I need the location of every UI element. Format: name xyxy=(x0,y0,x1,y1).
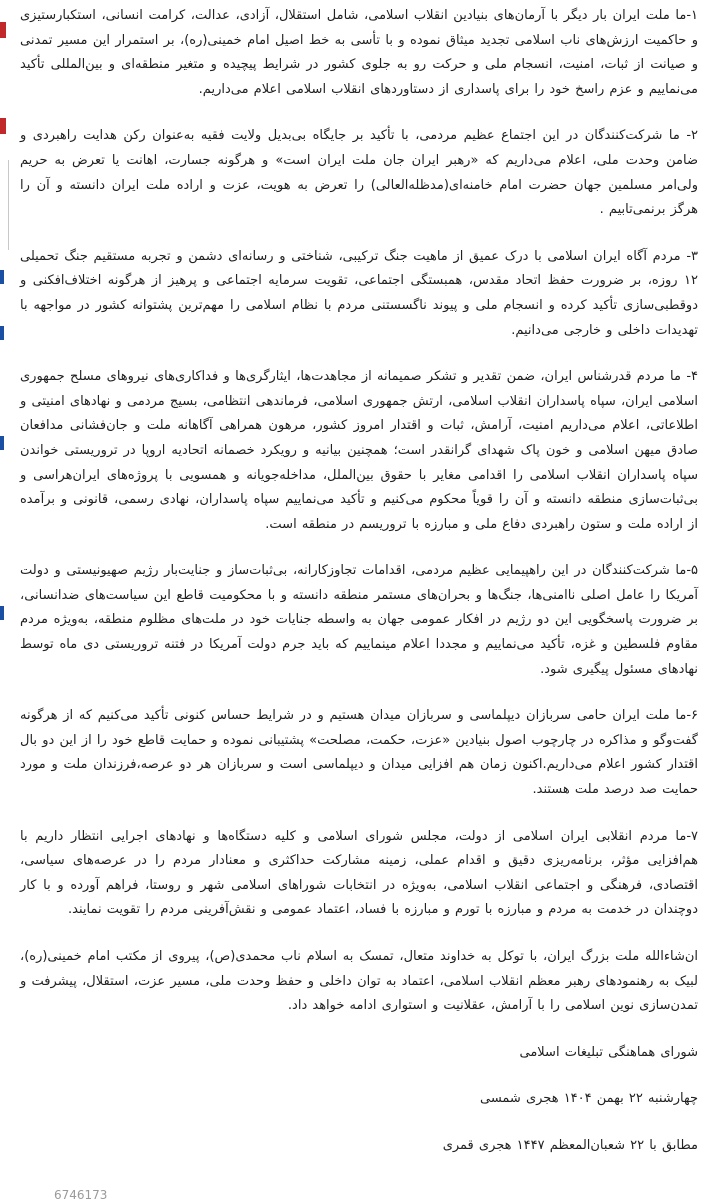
statement-paragraph-6: ۶-ما ملت ایران حامی سربازان دیپلماسی و سربازان میدان هستیم و در شرایط حساس کنونی تأکید می‌کنیم که از هرگونه گفت‌وگو و مذاکره در چارچوب اصول بنیادین «عزت، حکمت، مصلحت» پشتیبانی نموده و حمایت قاطع خود را از این دو بال اقتدار کشور اعلام می‌داریم.اکنون زمان هم افزایی میدان و دیپلماسی است و سربازان هر دو عرصه،فرزندان ملت و مورد حمایت صد درصد ملت هستند. xyxy=(20,708,698,798)
signature-hijri-date: مطابق با ۲۲ شعبان‌المعظم ۱۴۴۷ هجری قمری xyxy=(442,1137,698,1153)
left-edge-divider xyxy=(8,160,9,250)
left-edge-blue-marker xyxy=(0,606,4,620)
left-edge-blue-marker xyxy=(0,326,4,340)
left-page-edge xyxy=(0,0,12,1200)
left-edge-red-marker xyxy=(0,118,6,134)
left-edge-blue-marker xyxy=(0,270,4,284)
left-edge-blue-marker xyxy=(0,436,4,450)
statement-paragraph-4: ۴- ما مردم قدرشناس ایران، ضمن تقدیر و تشکر صمیمانه از مجاهدت‌ها، ایثارگری‌ها و فداکاری‌های نیروهای مسلح جمهوری اسلامی ایران، سپاه پاسداران انقلاب اسلامی، ارتش جمهوری اسلامی، فرماندهی انتظامی، بسیج مردمی و نهادهای امنیتی و اطلاعاتی، اعلام می‌داریم امنیت، آرامش، ثبات و اقتدار امروز کشور، مرهون همراهی آگاهانه ملت و جان‌فشانی مدافعان صادق میهن اسلامی و خون پاک شهدای گرانقدر است؛ همچنین بیانیه و رویکرد خصمانه اتحادیه اروپا در تروریستی خواندن سپاه پاسداران انقلاب اسلامی را اقدامی مغایر با حقوق بین‌الملل، مداخله‌جویانه و همسویی با پروژه‌های ایران‌هراسی و بی‌ثبات‌سازی منطقه دانسته و آن را قویاً محکوم می‌کنیم و تأکید می‌نماییم سپاه پاسداران، نهادی رسمی، قانونی و برآمده از اراده ملت و ستون راهبردی دفاع ملی و مبارزه با تروریسم در منطقه است. xyxy=(20,369,698,532)
signature-solar-date: چهارشنبه ۲۲ بهمن ۱۴۰۴ هجری شمسی xyxy=(479,1091,698,1107)
closing-paragraph: ان‌شاءالله ملت بزرگ ایران، با توکل به خداوند متعال، تمسک به اسلام ناب محمدی(ص)، پیروی از مکتب امام خمینی(ره)، لبیک به رهنمودهای رهبر معظم انقلاب اسلامی، اعتماد به توان داخلی و حفظ وحدت ملی، مسیر عزت، استقلال، پیشرفت و تمدن‌سازی نوین اسلامی را با آرامش، عقلانیت و استواری ادامه خواهد داد. xyxy=(20,949,698,1014)
signature-organization: شورای هماهنگی تبلیغات اسلامی xyxy=(519,1044,698,1060)
statement-paragraph-1: ۱-ما ملت ایران بار دیگر با آرمان‌های بنیادین انقلاب اسلامی، شامل استقلال، آزادی، عدالت، کرامت انسانی، استکبارستیزی و حاکمیت ارزش‌های ناب اسلامی تجدید میثاق نموده و با تأسی به خط اصیل امام خمینی(ره)، بر استمرار این مسیر تمدنی و صیانت از ثبات، امنیت، انسجام ملی و حرکت رو به جلوی کشور در شرایط پیچیده و متغیر منطقه‌ای و بین‌المللی تأکید می‌نماییم و عزم راسخ خود را برای پاسداری از دستاوردهای انقلاب اسلامی اعلام می‌داریم. xyxy=(20,8,698,97)
statement-paragraph-5: ۵-ما شرکت‌کنندگان در این راهپیمایی عظیم مردمی، اقدامات تجاوزکارانه، بی‌ثبات‌ساز و جنایت‌بار رژیم صهیونیستی و دولت آمریکا را عامل اصلی ناامنی‌ها، جنگ‌ها و بحران‌های مستمر منطقه دانسته و با محکومیت قاطع این سیاست‌های ضدانسانی، بر ضرورت پاسخگویی این دو رژیم در افکار عمومی جهان به واسطه جنایات خود در ملت‌های مظلوم منطقه، به‌ویژه مردم مقاوم فلسطین و غزه، تأکید می‌نماییم و مجددا اعلام مینماییم که باید جرم دولت آمریکا در فتنه تروریستی دی ماه توسط نهادهای مسئول پیگیری شود. xyxy=(20,563,698,677)
statement-paragraph-2: ۲- ما شرکت‌کنندگان در این اجتماع عظیم مردمی، با تأکید بر جایگاه بی‌بدیل ولایت فقیه به‌عنوان رکن هدایت راهبردی و ضامن وحدت ملی، اعلام می‌داریم که «رهبر ایران جان ملت ایران است» و هرگونه جسارت، اهانت یا تعرض به حریم ولی‌امر مسلمین جهان حضرت امام خامنه‌ای(مدظله‌العالی) را تعرض به هویت، عزت و اراده ملت ایران دانسته و آن را هرگز برنمی‌تابیم . xyxy=(20,128,698,218)
footer-partial-text: 6746173 xyxy=(54,1188,108,1202)
statement-paragraph-3: ۳- مردم آگاه ایران اسلامی با درک عمیق از ماهیت جنگ ترکیبی، شناختی و رسانه‌ای دشمن و تجربه مستقیم جنگ تحمیلی ۱۲ روزه، بر ضرورت حفظ اتحاد مقدس، همبستگی اجتماعی، تقویت سرمایه اجتماعی و پرهیز از هرگونه اختلاف‌افکنی و دوقطبی‌سازی تأکید کرده و انسجام ملی و پیوند ناگسستنی مردم با نظام اسلامی را مهم‌ترین پشتوانه کشور در مواجهه با تهدیدات داخلی و خارجی می‌دانیم. xyxy=(20,248,698,338)
left-edge-red-marker xyxy=(0,22,6,38)
statement-paragraph-7: ۷-ما مردم انقلابی ایران اسلامی از دولت، مجلس شورای اسلامی و کلیه دستگاه‌ها و نهادهای اجرایی انتظار داریم با هم‌افزایی مؤثر، برنامه‌ریزی دقیق و اقدام عملی، زمینه مشارکت حداکثری و معنادار مردم را در عرصه‌های سیاسی، اقتصادی، فرهنگی و اجتماعی انقلاب اسلامی، به‌ویژه در انتخابات شوراهای اسلامی شهر و روستا، فراهم آورده و با کار دوچندان در خدمت به مردم و مبارزه با تورم و مبارزه با فساد، اعتماد عمومی و نقش‌آفرینی مردم را تقویت نمایند. xyxy=(20,828,698,918)
statement-article xyxy=(20,4,698,1181)
